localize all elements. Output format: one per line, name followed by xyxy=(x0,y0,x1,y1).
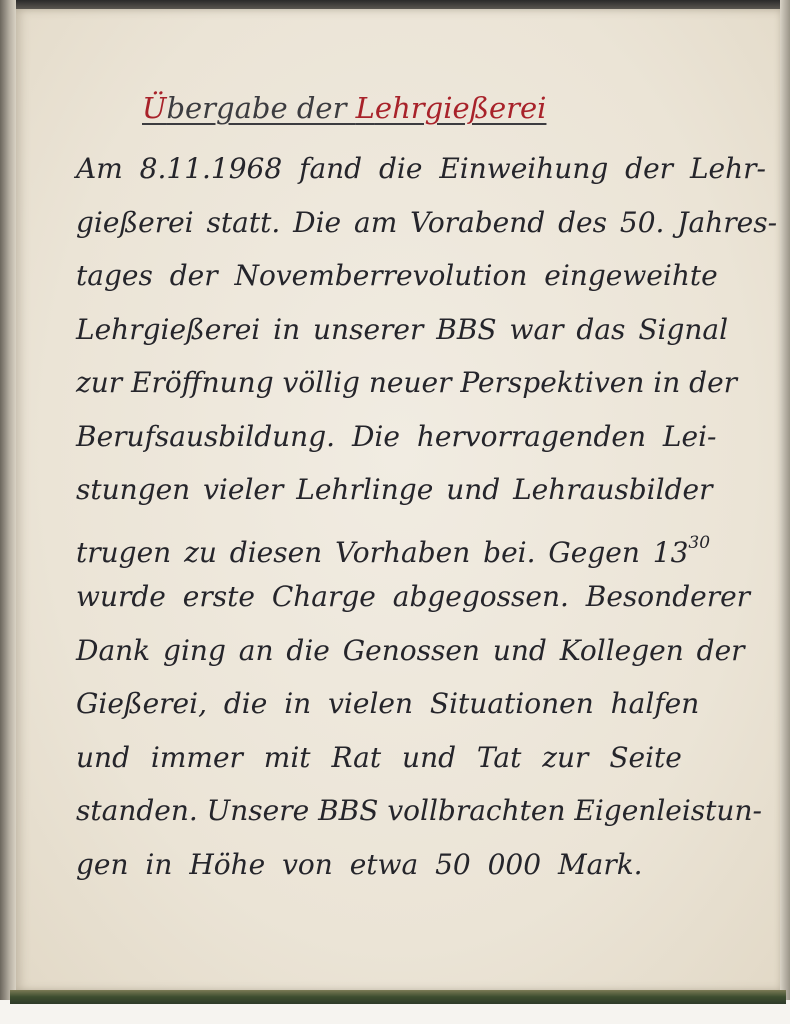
text-line-5: zur Eröffnung völlig neuer Perspektiven in der xyxy=(76,366,738,399)
text-line-10: Dank ging an die Genossen und Kollegen der xyxy=(76,633,745,667)
time-superscript: 30 xyxy=(688,532,711,553)
binding-left-edge xyxy=(0,0,16,1000)
title-initial-l: L xyxy=(355,91,375,125)
title-text-3: ehrgießerei xyxy=(374,91,547,125)
title-text-1: bergabe der xyxy=(166,91,356,125)
cover-bottom-edge xyxy=(10,990,786,1004)
text-line-4: Lehrgießerei in unserer BBS war das Signal xyxy=(76,312,729,346)
text-line-3: tages der Novemberrevolution eingeweihte xyxy=(76,259,718,292)
text-line-9: wurde erste Charge abgegossen. Besonderer xyxy=(76,580,751,613)
binding-top-edge xyxy=(0,0,790,9)
paper-sheet xyxy=(14,9,782,991)
text-line-8 xyxy=(76,517,776,571)
handwritten-paragraph xyxy=(76,142,776,891)
text-line-12: und immer mit Rat und Tat zur Seite xyxy=(76,740,682,774)
text-line-1: Am 8.11.1968 fand die Einweihung der Lehr- xyxy=(76,152,767,185)
page-right-edge xyxy=(780,0,790,1000)
text-line-13: standen. Unsere BBS vollbrachten Eigenleistun- xyxy=(76,794,762,827)
title-underlined-2 xyxy=(356,91,547,125)
text-line-6: Berufsausbildung. Die hervorragenden Lei- xyxy=(76,419,717,453)
text-line-8-main: trugen zu diesen Vorhaben bei. Gegen 13 xyxy=(76,535,689,569)
title-underlined xyxy=(142,91,356,125)
page-title xyxy=(142,91,546,125)
title-initial-u: Ü xyxy=(142,91,167,125)
text-line-7: stungen vieler Lehrlinge und Lehrausbilder xyxy=(76,473,713,506)
text-line-14: gen in Höhe von etwa 50 000 Mark. xyxy=(76,847,643,881)
text-line-11: Gießerei, die in vielen Situationen halfen xyxy=(76,687,700,720)
text-line-2: gießerei statt. Die am Vorabend des 50. Jahres- xyxy=(76,205,778,239)
